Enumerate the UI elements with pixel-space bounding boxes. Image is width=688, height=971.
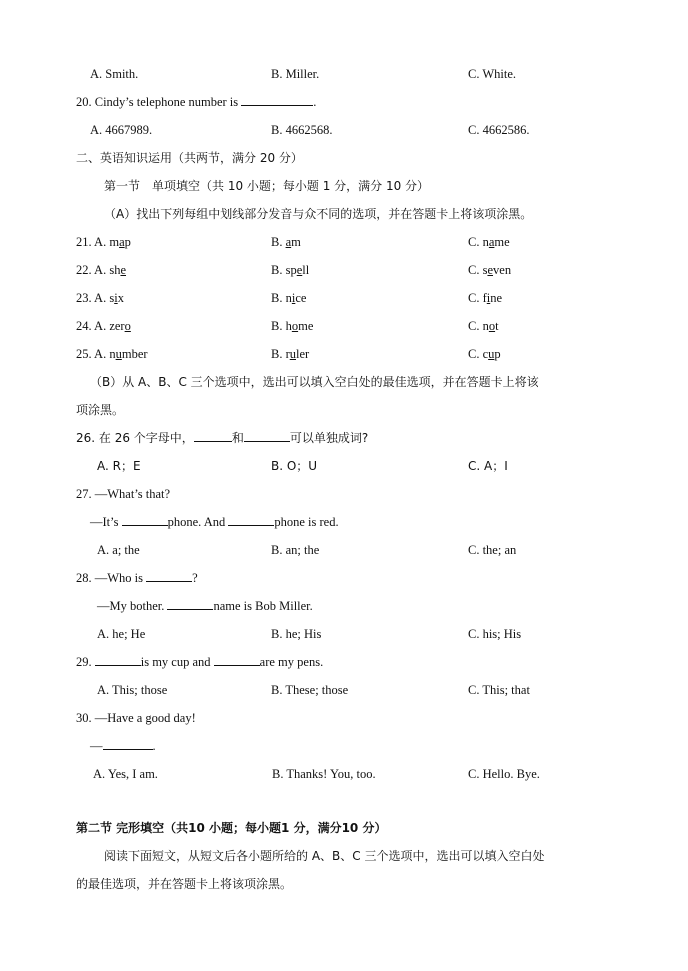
underlined-letter: o xyxy=(124,319,131,333)
q22-option-c: C. seven xyxy=(468,263,512,277)
answer-blank xyxy=(228,513,274,526)
answer-blank xyxy=(146,569,192,582)
q19-options xyxy=(0,65,688,83)
answer-blank xyxy=(214,653,260,666)
answer-blank xyxy=(167,597,213,610)
partA-instruction: （A）找出下列每组中划线部分发音与众不同的选项，并在答题卡上将该项涂黑。 xyxy=(104,207,533,221)
section2-heading: 第二节 完形填空（共10 小题；每小题1 分，满分10 分） xyxy=(76,821,387,835)
q26-option-b: B. O；U xyxy=(271,459,318,473)
q19-option-c: C. White. xyxy=(468,67,517,81)
q28-line-2: —My bother. name is Bob Miller. xyxy=(97,599,313,613)
q30-option-a: A. Yes, I am. xyxy=(93,767,158,781)
question-21 xyxy=(0,233,688,251)
underlined-letter: a xyxy=(285,235,292,249)
section1-heading: 第一节 单项填空（共 10 小题；每小题 1 分，满分 10 分） xyxy=(104,179,430,193)
section2-instruction-line-1 xyxy=(0,847,688,865)
q25-option-c: C. cup xyxy=(468,347,501,361)
part2-heading: 二、英语知识运用（共两节，满分 20 分） xyxy=(76,151,303,165)
q23-option-b: B. nice xyxy=(271,291,307,305)
question-23 xyxy=(0,289,688,307)
answer-blank xyxy=(103,737,153,750)
q29-options xyxy=(0,681,688,699)
section2-instruction-line-2 xyxy=(0,875,688,893)
underlined-letter: i xyxy=(114,291,118,305)
answer-blank xyxy=(122,513,168,526)
partB-instruction-2: 项涂黑。 xyxy=(76,403,125,417)
question-22 xyxy=(0,261,688,279)
answer-blank xyxy=(95,653,141,666)
q28-options xyxy=(0,625,688,643)
q26-option-c: C. A；I xyxy=(468,459,508,473)
q20-option-c: C. 4662586. xyxy=(468,123,530,137)
q26-option-a: A. R；E xyxy=(97,459,141,473)
underlined-letter: a xyxy=(119,235,125,249)
underlined-letter: i xyxy=(486,291,491,305)
q30-option-b: B. Thanks! You, too. xyxy=(272,767,376,781)
q25-option-a: 25. A. number xyxy=(76,347,148,361)
q24-option-a: 24. A. zero xyxy=(76,319,131,333)
q27-line-2: —It’s phone. And phone is red. xyxy=(90,515,339,529)
q30-line-2: — . xyxy=(90,739,156,753)
q30-option-c: C. Hello. Bye. xyxy=(468,767,540,781)
partB-instruction-line-2 xyxy=(0,401,688,419)
q27-option-a: A. a; the xyxy=(97,543,140,557)
section2-instruction-2: 的最佳选项，并在答题卡上将该项涂黑。 xyxy=(76,877,293,891)
q30-line-1 xyxy=(0,709,688,727)
q26-options xyxy=(0,457,688,475)
q20-options xyxy=(0,121,688,139)
q26-stem: 26. 在 26 个字母中， 和 可以单独成词? xyxy=(76,431,369,445)
q30-options xyxy=(0,765,688,783)
underlined-letter: i xyxy=(291,291,296,305)
q29-option-a: A. This; those xyxy=(97,683,168,697)
q27-option-c: C. the; an xyxy=(468,543,517,557)
underlined-letter: e xyxy=(296,263,303,277)
q25-option-b: B. ruler xyxy=(271,347,310,361)
q21-option-b: B. am xyxy=(271,235,301,249)
q20-option-a: A. 4667989. xyxy=(90,123,153,137)
q30-question: 30. —Have a good day! xyxy=(76,711,196,725)
answer-blank xyxy=(194,429,232,442)
q22-option-a: 22. A. she xyxy=(76,263,127,277)
underlined-letter: e xyxy=(120,263,127,277)
q28-option-b: B. he; His xyxy=(271,627,322,641)
q21-option-a: 21. A. map xyxy=(76,235,131,249)
q28-line-1: 28. —Who is ? xyxy=(76,571,198,585)
q28-option-c: C. his; His xyxy=(468,627,522,641)
q24-option-b: B. home xyxy=(271,319,314,333)
q27-question: 27. —What’s that? xyxy=(76,487,171,501)
q20-stem xyxy=(0,93,688,111)
part2-heading-line xyxy=(0,149,688,167)
q19-option-a: A. Smith. xyxy=(90,67,139,81)
underlined-letter: o xyxy=(488,319,496,333)
q24-option-c: C. not xyxy=(468,319,499,333)
section2-instruction-1: 阅读下面短文，从短文后各小题所给的 A、B、C 三个选项中，选出可以填入空白处 xyxy=(104,849,545,863)
q21-option-c: C. name xyxy=(468,235,510,249)
partB-instruction-1: （B）从 A、B、C 三个选项中，选出可以填入空白处的最佳选项，并在答题卡上将该 xyxy=(90,375,539,389)
q29-option-b: B. These; those xyxy=(271,683,349,697)
q22-option-b: B. spell xyxy=(271,263,310,277)
partB-instruction-line-1 xyxy=(0,373,688,391)
q27-option-b: B. an; the xyxy=(271,543,320,557)
q28-option-a: A. he; He xyxy=(97,627,146,641)
underlined-letter: e xyxy=(487,263,494,277)
underlined-letter: u xyxy=(115,347,122,361)
question-24 xyxy=(0,317,688,335)
q23-option-c: C. fine xyxy=(468,291,503,305)
partA-instruction-line xyxy=(0,205,688,223)
q20-option-b: B. 4662568. xyxy=(271,123,333,137)
question-25 xyxy=(0,345,688,363)
underlined-letter: a xyxy=(488,235,495,249)
q20-stem-end: . xyxy=(313,95,317,109)
q29-option-c: C. This; that xyxy=(468,683,530,697)
q27-options xyxy=(0,541,688,559)
q27-line-1 xyxy=(0,485,688,503)
underlined-letter: o xyxy=(291,319,299,333)
q20-stem-text: 20. Cindy’s telephone number is xyxy=(76,95,239,109)
section1-heading-line xyxy=(0,177,688,195)
answer-blank xyxy=(241,93,313,106)
underlined-letter: u xyxy=(289,347,296,361)
answer-blank xyxy=(244,429,290,442)
section2-heading-line xyxy=(0,819,688,837)
underlined-letter: u xyxy=(488,347,495,361)
q23-option-a: 23. A. six xyxy=(76,291,124,305)
q19-option-b: B. Miller. xyxy=(271,67,320,81)
q29-stem: 29. is my cup and are my pens. xyxy=(76,655,324,669)
